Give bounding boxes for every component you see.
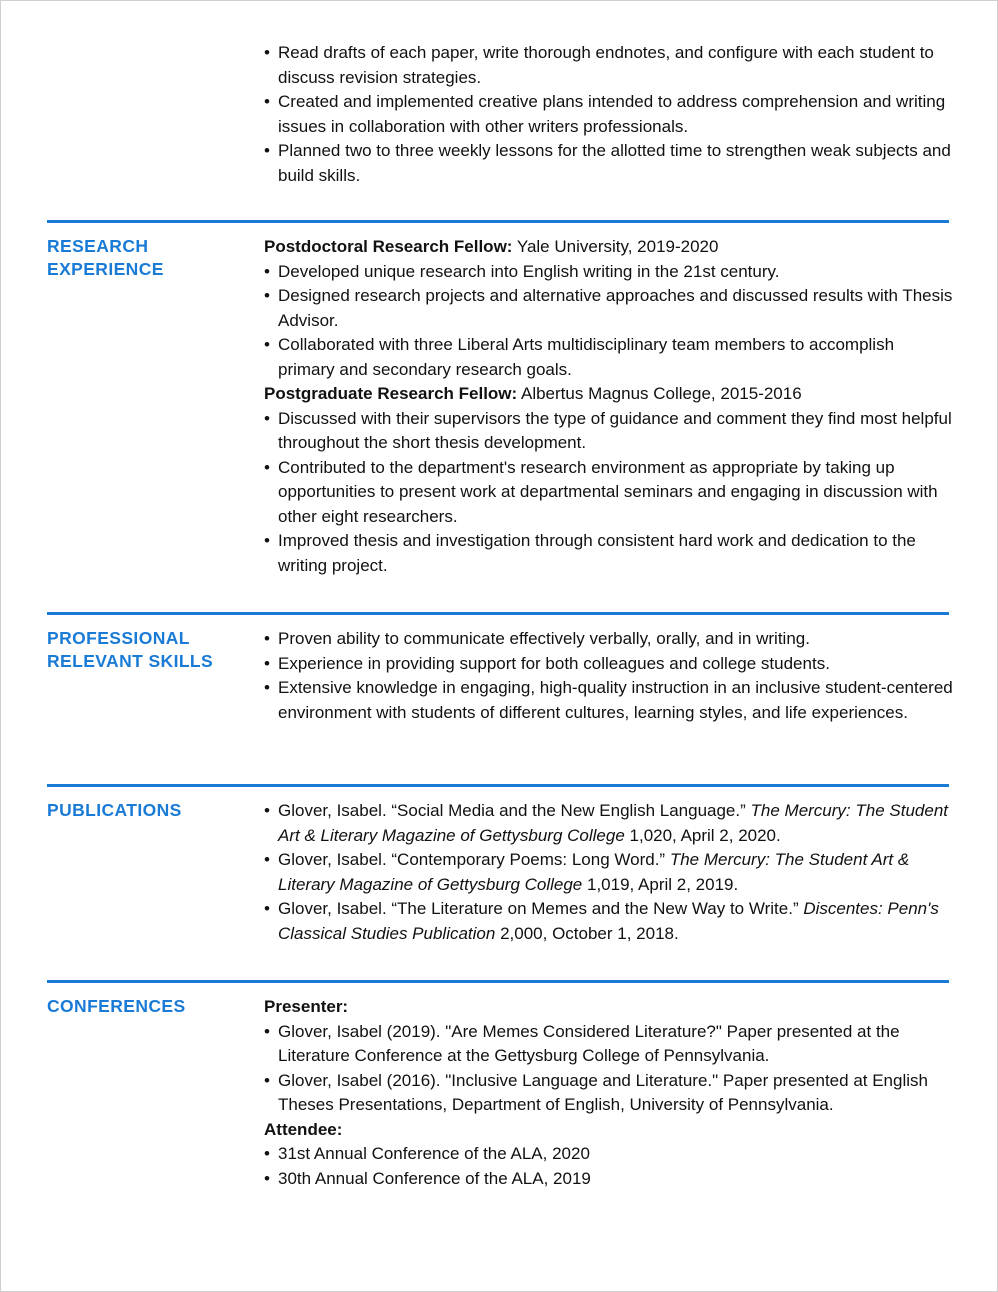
bullet: • 31st Annual Conference of the ALA, 2020 — [264, 1142, 954, 1167]
teaching-bullets — [264, 41, 954, 188]
position-heading — [264, 382, 954, 407]
bullet: • 30th Annual Conference of the ALA, 2019 — [264, 1167, 954, 1192]
position-heading — [264, 235, 954, 260]
bullet: • Read drafts of each paper, write thorough endnotes, and configure with each student to discuss revision strategies. — [264, 41, 954, 90]
publication-author-title: Glover, Isabel. “Social Media and the New English Language.” — [278, 801, 746, 820]
bullet: • Contributed to the department's research environment as appropriate by taking up opportunities to present work at departmental seminars and engaging in discussion with other eight researchers. — [264, 456, 954, 530]
publication-item — [264, 848, 954, 897]
publication-journal: Discentes: Penn's Classical Studies Publication — [278, 899, 939, 943]
section-body — [264, 799, 954, 946]
section-title: PUBLICATIONS — [47, 800, 182, 820]
position-place: Yale University, 2019-2020 — [516, 237, 719, 256]
section-title: CONFERENCES — [47, 996, 186, 1016]
bullet: • Discussed with their supervisors the type of guidance and comment they find most helpful throughout the short thesis development. — [264, 407, 954, 456]
bullet: • Glover, Isabel (2019). "Are Memes Considered Literature?" Paper presented at the Literature Conference at the Gettysburg College of Pennsylvania. — [264, 1020, 954, 1069]
publications-section — [47, 784, 949, 943]
presenter-list — [264, 1020, 954, 1118]
attendee-list — [264, 1142, 954, 1191]
publication-list — [264, 799, 954, 946]
research-section — [47, 220, 953, 575]
position-bullets — [264, 407, 954, 579]
skills-bullets — [264, 627, 954, 725]
bullet: • Developed unique research into English writing in the 21st century. — [264, 260, 954, 285]
bullet: • Planned two to three weekly lessons for the allotted time to strengthen weak subjects and build skills. — [264, 139, 954, 188]
section-body — [264, 627, 954, 725]
publication-item — [264, 799, 954, 848]
conferences-section — [47, 980, 949, 1188]
publication-journal: The Mercury: The Student Art & Literary Magazine of Gettysburg College — [278, 850, 910, 894]
section-title: PROFESSIONAL RELEVANT SKILLS — [47, 628, 214, 671]
publication-item — [264, 897, 954, 946]
publication-detail: 1,020, April 2, 2020. — [629, 825, 781, 845]
position-role: Postdoctoral Research Fellow: — [264, 237, 513, 256]
section-body — [264, 235, 954, 578]
bullet: • Collaborated with three Liberal Arts multidisciplinary team members to accomplish primary and secondary research goals. — [264, 333, 954, 382]
skills-section — [47, 612, 953, 722]
publication-author-title: Glover, Isabel. “The Literature on Memes and the New Way to Write.” — [278, 899, 799, 918]
presenter-label: Presenter: — [264, 997, 349, 1016]
bullet: • Created and implemented creative plans intended to address comprehension and writing issues in collaboration with other writers professionals. — [264, 90, 954, 139]
section-title: RESEARCH EXPERIENCE — [47, 236, 164, 279]
bullet: • Proven ability to communicate effectively verbally, orally, and in writing. — [264, 627, 954, 652]
publication-journal: The Mercury: The Student Art & Literary Magazine of Gettysburg College — [278, 801, 948, 845]
publication-detail: 1,019, April 2, 2019. — [587, 874, 739, 894]
bullet: • Extensive knowledge in engaging, high-quality instruction in an inclusive student-centered environment with students of different cultures, learning styles, and life experiences. — [264, 676, 954, 725]
position-place: Albertus Magnus College, 2015-2016 — [520, 384, 802, 403]
bullet: • Improved thesis and investigation through consistent hard work and dedication to the writing project. — [264, 529, 954, 578]
bullet: • Designed research projects and alternative approaches and discussed results with Thesis Advisor. — [264, 284, 954, 333]
position-bullets — [264, 260, 954, 383]
bullet: • Experience in providing support for both colleagues and college students. — [264, 652, 954, 677]
attendee-label: Attendee: — [264, 1119, 343, 1139]
publication-detail: 2,000, October 1, 2018. — [500, 923, 679, 943]
publication-author-title: Glover, Isabel. “Contemporary Poems: Long Word.” — [278, 850, 666, 869]
bullet: • Glover, Isabel (2016). "Inclusive Language and Literature." Paper presented at English Theses Presentations, Department of English, University of Pennsylvania. — [264, 1069, 954, 1118]
position-role: Postgraduate Research Fellow: — [264, 384, 518, 403]
section-body — [264, 995, 954, 1191]
